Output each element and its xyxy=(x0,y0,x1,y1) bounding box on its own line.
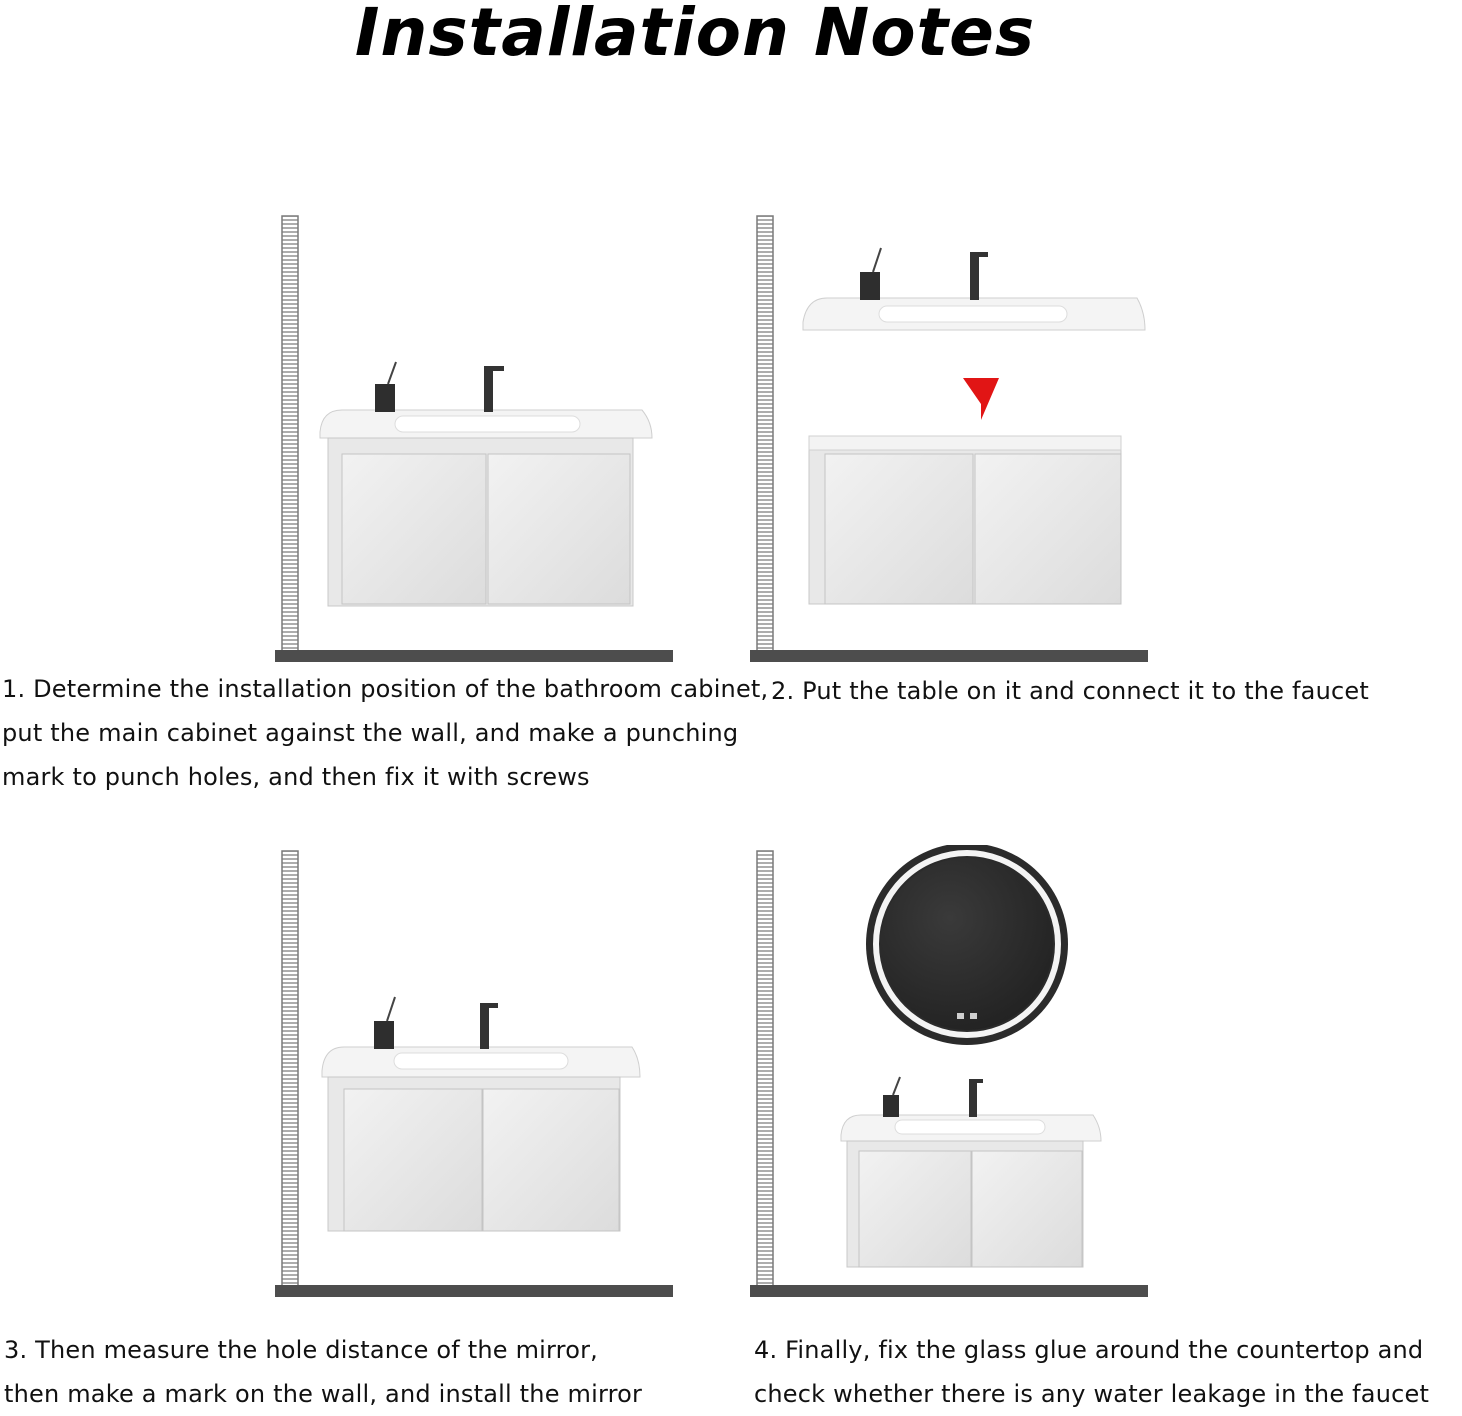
step-3-line-2: then make a mark on the wall, and install the mirror xyxy=(4,1380,643,1408)
countertop xyxy=(803,248,1145,330)
step-4-line-1: 4. Finally, fix the glass glue around the countertop and xyxy=(754,1336,1424,1364)
step-2-caption xyxy=(771,669,1369,713)
vanity-cabinet xyxy=(841,1077,1101,1267)
floor xyxy=(750,650,1148,662)
step-3-line-1: 3. Then measure the hole distance of the mirror, xyxy=(4,1336,598,1364)
step-4-line-2: check whether there is any water leakage in the faucet xyxy=(754,1380,1430,1408)
step-4-illustration xyxy=(745,845,1155,1305)
vanity-cabinet xyxy=(322,997,640,1231)
step-1-caption xyxy=(2,667,768,799)
step-4-caption xyxy=(754,1328,1429,1416)
wall xyxy=(757,216,773,652)
step-1-line-2: put the main cabinet against the wall, and make a punching xyxy=(2,719,739,747)
floor xyxy=(275,1285,673,1297)
step-2-illustration xyxy=(745,210,1155,670)
cabinet-body xyxy=(809,436,1121,604)
wall xyxy=(282,216,298,652)
round-led-mirror xyxy=(866,845,1068,1045)
step-1-illustration xyxy=(270,210,680,670)
step-1-line-3: mark to punch holes, and then fix it with screws xyxy=(2,763,590,791)
step-3-caption xyxy=(4,1328,642,1416)
wall xyxy=(282,851,298,1287)
page-title: Installation Notes xyxy=(354,0,1036,71)
step-2-line-1: 2. Put the table on it and connect it to the faucet xyxy=(771,677,1369,705)
vanity-cabinet xyxy=(320,362,652,606)
floor xyxy=(750,1285,1148,1297)
wall xyxy=(757,851,773,1287)
floor xyxy=(275,650,673,662)
down-arrow-icon xyxy=(963,378,999,420)
step-3-illustration xyxy=(270,845,680,1305)
step-1-line-1: 1. Determine the installation position of the bathroom cabinet, xyxy=(2,675,769,703)
